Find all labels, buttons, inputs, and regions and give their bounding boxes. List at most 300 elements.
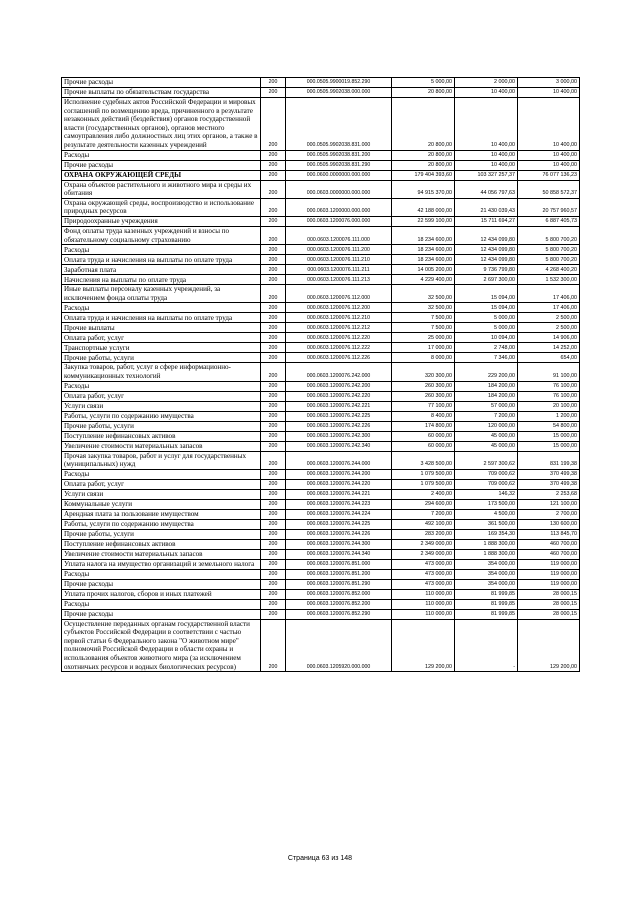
table-row (62, 160, 580, 170)
row-executed-amount: 2 597 300,62 (455, 451, 518, 469)
row-code: 200 (261, 489, 286, 499)
row-unexecuted-amount: 119 000,00 (518, 569, 580, 579)
row-classification-code: 000.0603.1200076.242.226 (286, 421, 392, 431)
row-classification-code: 000.0603.1200076.000.000 (286, 216, 392, 226)
table-row (62, 529, 580, 539)
table-row (62, 569, 580, 579)
row-name: Увеличение стоимости материальных запасов (62, 441, 261, 451)
row-unexecuted-amount: 370 499,38 (518, 469, 580, 479)
row-executed-amount: 21 430 039,43 (455, 198, 518, 216)
budget-table (61, 77, 580, 672)
table-row (62, 519, 580, 529)
row-approved-amount: 2 349 000,00 (392, 549, 455, 559)
row-classification-code: 000.0603.1200076.244.224 (286, 509, 392, 519)
row-approved-amount: 1 079 500,00 (392, 479, 455, 489)
table-row (62, 285, 580, 303)
row-unexecuted-amount: 50 858 572,37 (518, 180, 580, 198)
row-name: Транспортные услуги (62, 343, 261, 353)
row-code: 200 (261, 529, 286, 539)
row-code: 200 (261, 401, 286, 411)
row-executed-amount: 57 000,00 (455, 401, 518, 411)
row-executed-amount: 5 000,00 (455, 323, 518, 333)
table-row (62, 198, 580, 216)
row-name: Услуги связи (62, 489, 261, 499)
row-name: Закупка товаров, работ, услуг в сфере информационно-коммуникационных технологий (62, 363, 261, 381)
row-executed-amount: 15 711 694,27 (455, 216, 518, 226)
row-name: Прочие работы, услуги (62, 353, 261, 363)
row-classification-code: 000.0603.1200076.112.000 (286, 285, 392, 303)
row-executed-amount: 10 400,00 (455, 160, 518, 170)
row-executed-amount: 45 000,00 (455, 441, 518, 451)
table-row (62, 343, 580, 353)
table-row (62, 353, 580, 363)
table-row (62, 170, 580, 180)
row-code: 200 (261, 391, 286, 401)
row-unexecuted-amount: 10 400,00 (518, 98, 580, 151)
row-classification-code: 000.0505.9902038.831.200 (286, 150, 392, 160)
table-row (62, 599, 580, 609)
row-code: 200 (261, 381, 286, 391)
row-code: 200 (261, 265, 286, 275)
row-executed-amount: 7 346,00 (455, 353, 518, 363)
row-unexecuted-amount: 2 700,00 (518, 509, 580, 519)
row-unexecuted-amount: 5 800 700,20 (518, 255, 580, 265)
row-approved-amount: 8 400,00 (392, 411, 455, 421)
row-code: 200 (261, 78, 286, 88)
table-row (62, 469, 580, 479)
row-executed-amount: 15 094,00 (455, 303, 518, 313)
row-approved-amount: 3 428 500,00 (392, 451, 455, 469)
row-unexecuted-amount: 119 000,00 (518, 579, 580, 589)
row-name: Оплата труда и начисления на выплаты по оплате труда (62, 313, 261, 323)
row-approved-amount: 14 005 200,00 (392, 265, 455, 275)
row-approved-amount: 60 000,00 (392, 431, 455, 441)
row-name: Увеличение стоимости материальных запасов (62, 549, 261, 559)
row-executed-amount: 354 000,00 (455, 559, 518, 569)
row-classification-code: 000.0603.1200076.112.226 (286, 353, 392, 363)
row-classification-code: 000.0603.1200076.111.200 (286, 245, 392, 255)
row-unexecuted-amount: 20 100,00 (518, 401, 580, 411)
row-executed-amount: 184 200,00 (455, 391, 518, 401)
table-row (62, 499, 580, 509)
row-classification-code: 000.0603.1200076.852.200 (286, 599, 392, 609)
row-unexecuted-amount: 460 700,00 (518, 539, 580, 549)
row-code: 200 (261, 421, 286, 431)
table-row (62, 539, 580, 549)
row-classification-code: 000.0603.1200076.111.210 (286, 255, 392, 265)
row-name: Расходы (62, 381, 261, 391)
row-approved-amount: 60 000,00 (392, 441, 455, 451)
row-approved-amount: 94 915 370,00 (392, 180, 455, 198)
row-classification-code: 000.0603.0000000.000.000 (286, 180, 392, 198)
row-approved-amount: 320 300,00 (392, 363, 455, 381)
row-unexecuted-amount: 76 077 136,23 (518, 170, 580, 180)
table-row (62, 216, 580, 226)
row-classification-code: 000.0603.1200076.242.221 (286, 401, 392, 411)
row-executed-amount: 10 400,00 (455, 88, 518, 98)
row-approved-amount: 110 000,00 (392, 589, 455, 599)
row-code: 200 (261, 313, 286, 323)
table-row (62, 401, 580, 411)
row-code: 200 (261, 226, 286, 244)
row-unexecuted-amount: 130 600,00 (518, 519, 580, 529)
row-name: Фонд оплаты труда казенных учреждений и взносы по обязательному социальному страхованию (62, 226, 261, 244)
table-row (62, 88, 580, 98)
table-row (62, 78, 580, 88)
row-executed-amount: 709 000,62 (455, 469, 518, 479)
row-classification-code: 000.0603.1200076.242.000 (286, 363, 392, 381)
row-code: 200 (261, 589, 286, 599)
row-approved-amount: 77 100,00 (392, 401, 455, 411)
row-approved-amount: 473 000,00 (392, 559, 455, 569)
row-classification-code: 000.0600.0000000.000.000 (286, 170, 392, 180)
row-unexecuted-amount: 831 199,38 (518, 451, 580, 469)
table-row (62, 489, 580, 499)
row-executed-amount: 146,32 (455, 489, 518, 499)
row-code: 200 (261, 539, 286, 549)
row-code: 200 (261, 285, 286, 303)
row-code: 200 (261, 353, 286, 363)
row-code: 200 (261, 559, 286, 569)
row-approved-amount: 179 404 393,60 (392, 170, 455, 180)
row-name: Расходы (62, 245, 261, 255)
table-row (62, 180, 580, 198)
row-approved-amount: 20 800,00 (392, 150, 455, 160)
row-executed-amount: 2 748,00 (455, 343, 518, 353)
row-approved-amount: 7 200,00 (392, 509, 455, 519)
row-name: Уплата прочих налогов, сборов и иных платежей (62, 589, 261, 599)
row-executed-amount: 81 999,85 (455, 599, 518, 609)
row-name: Прочие расходы (62, 160, 261, 170)
row-approved-amount: 2 349 000,00 (392, 539, 455, 549)
row-name: Расходы (62, 599, 261, 609)
row-code: 200 (261, 451, 286, 469)
row-classification-code: 000.0603.1200076.242.225 (286, 411, 392, 421)
table-row (62, 559, 580, 569)
row-classification-code: 000.0603.1200076.851.200 (286, 569, 392, 579)
row-code: 200 (261, 599, 286, 609)
row-unexecuted-amount: 370 499,38 (518, 479, 580, 489)
row-approved-amount: 1 079 500,00 (392, 469, 455, 479)
row-classification-code: 000.0603.1200076.244.000 (286, 451, 392, 469)
row-unexecuted-amount: 1 532 300,00 (518, 275, 580, 285)
row-approved-amount: 473 000,00 (392, 569, 455, 579)
row-unexecuted-amount: 28 000,15 (518, 589, 580, 599)
row-classification-code: 000.0603.1200076.242.220 (286, 391, 392, 401)
table-row (62, 619, 580, 672)
row-unexecuted-amount: 460 700,00 (518, 549, 580, 559)
row-classification-code: 000.0603.1200000.000.000 (286, 198, 392, 216)
row-name: Расходы (62, 469, 261, 479)
row-executed-amount: 2 000,00 (455, 78, 518, 88)
row-unexecuted-amount: 10 400,00 (518, 160, 580, 170)
row-executed-amount: 2 697 300,00 (455, 275, 518, 285)
row-executed-amount: 81 999,85 (455, 609, 518, 619)
row-code: 200 (261, 323, 286, 333)
row-approved-amount: 7 500,00 (392, 313, 455, 323)
row-classification-code: 000.0603.1200076.244.200 (286, 469, 392, 479)
row-executed-amount: 12 434 099,80 (455, 226, 518, 244)
row-executed-amount: 5 000,00 (455, 313, 518, 323)
row-code: 200 (261, 333, 286, 343)
row-name: Поступление нефинансовых активов (62, 431, 261, 441)
row-executed-amount: 7 200,00 (455, 411, 518, 421)
row-approved-amount: 110 000,00 (392, 599, 455, 609)
row-name: Поступление нефинансовых активов (62, 539, 261, 549)
table-row (62, 411, 580, 421)
row-approved-amount: 20 800,00 (392, 160, 455, 170)
row-code: 200 (261, 441, 286, 451)
row-code: 200 (261, 245, 286, 255)
row-name: Прочие работы, услуги (62, 529, 261, 539)
row-approved-amount: 25 000,00 (392, 333, 455, 343)
row-executed-amount: 229 200,00 (455, 363, 518, 381)
row-unexecuted-amount: 113 845,70 (518, 529, 580, 539)
row-approved-amount: 2 400,00 (392, 489, 455, 499)
row-code: 200 (261, 499, 286, 509)
row-name: Оплата работ, услуг (62, 479, 261, 489)
row-name: ОХРАНА ОКРУЖАЮЩЕЙ СРЕДЫ (62, 170, 261, 180)
row-unexecuted-amount: 28 000,15 (518, 609, 580, 619)
row-unexecuted-amount: 2 253,68 (518, 489, 580, 499)
table-row (62, 275, 580, 285)
row-unexecuted-amount: 121 100,00 (518, 499, 580, 509)
row-approved-amount: 4 229 400,00 (392, 275, 455, 285)
row-approved-amount: 22 599 100,00 (392, 216, 455, 226)
row-classification-code: 000.0603.1200076.244.300 (286, 539, 392, 549)
row-name: Охрана окружающей среды, воспроизводство и использование природных ресурсов (62, 198, 261, 216)
row-approved-amount: 260 300,00 (392, 391, 455, 401)
row-name: Осуществление переданных органам государственной власти субъектов Российской Федерации в соответствии с частью первой статьи 6 Федерального закона "О животном мире" полномочий Российской Федерации в области охраны и использования объектов животного мира (за исключением охотничьих ресурсов и водных биологических ресурсов) (62, 619, 261, 672)
row-name: Прочие расходы (62, 78, 261, 88)
row-name: Начисления на выплаты по оплате труда (62, 275, 261, 285)
row-classification-code: 000.0603.1200076.244.223 (286, 499, 392, 509)
row-name: Арендная плата за пользование имуществом (62, 509, 261, 519)
table-row (62, 98, 580, 151)
row-unexecuted-amount: 20 757 960,57 (518, 198, 580, 216)
table-row (62, 589, 580, 599)
row-classification-code: 000.0603.1200076.852.290 (286, 609, 392, 619)
row-code: 200 (261, 579, 286, 589)
row-executed-amount: 45 000,00 (455, 431, 518, 441)
row-code: 200 (261, 98, 286, 151)
row-executed-amount: 361 500,00 (455, 519, 518, 529)
row-classification-code: 000.0603.1205920.000.000 (286, 619, 392, 672)
row-code: 200 (261, 160, 286, 170)
row-classification-code: 000.0603.1200076.111.213 (286, 275, 392, 285)
table-row (62, 441, 580, 451)
row-unexecuted-amount: 14 252,00 (518, 343, 580, 353)
row-code: 200 (261, 519, 286, 529)
row-classification-code: 000.0603.1200076.111.211 (286, 265, 392, 275)
row-name: Оплата работ, услуг (62, 391, 261, 401)
row-code: 200 (261, 198, 286, 216)
row-classification-code: 000.0603.1200076.112.200 (286, 303, 392, 313)
row-approved-amount: 17 000,00 (392, 343, 455, 353)
row-unexecuted-amount: 2 500,00 (518, 313, 580, 323)
table-row (62, 265, 580, 275)
row-executed-amount: 1 888 300,00 (455, 549, 518, 559)
row-name: Прочие выплаты (62, 323, 261, 333)
row-classification-code: 000.0603.1200076.112.222 (286, 343, 392, 353)
table-row (62, 609, 580, 619)
row-name: Исполнение судебных актов Российской Федерации и мировых соглашений по возмещению вреда, причиненного в результате незаконных действий (бездействия) органов государственной власти (государственных органов), органов местного самоуправления либо должностных лиц этих органов, а также в результате деятельности казенных учреждений (62, 98, 261, 151)
table-row (62, 479, 580, 489)
row-executed-amount: 10 400,00 (455, 98, 518, 151)
row-unexecuted-amount: 654,00 (518, 353, 580, 363)
row-classification-code: 000.0603.1200076.244.220 (286, 479, 392, 489)
table-row (62, 303, 580, 313)
row-approved-amount: 5 000,00 (392, 78, 455, 88)
row-name: Прочие расходы (62, 609, 261, 619)
row-unexecuted-amount: 5 800 700,20 (518, 226, 580, 244)
row-approved-amount: 32 500,00 (392, 303, 455, 313)
row-name: Оплата работ, услуг (62, 333, 261, 343)
row-code: 200 (261, 150, 286, 160)
row-unexecuted-amount: 76 100,00 (518, 381, 580, 391)
row-name: Работы, услуги по содержанию имущества (62, 411, 261, 421)
row-classification-code: 000.0603.1200076.242.200 (286, 381, 392, 391)
row-approved-amount: 18 234 600,00 (392, 255, 455, 265)
row-code: 200 (261, 411, 286, 421)
row-code: 200 (261, 216, 286, 226)
row-code: 200 (261, 88, 286, 98)
row-approved-amount: 110 000,00 (392, 609, 455, 619)
row-executed-amount: 354 000,00 (455, 569, 518, 579)
row-classification-code: 000.0603.1200076.852.000 (286, 589, 392, 599)
row-code: 200 (261, 343, 286, 353)
row-name: Прочие выплаты по обязательствам государства (62, 88, 261, 98)
row-executed-amount: 9 736 799,80 (455, 265, 518, 275)
row-unexecuted-amount: 17 406,00 (518, 303, 580, 313)
row-executed-amount: 15 094,00 (455, 285, 518, 303)
row-executed-amount: 44 056 797,63 (455, 180, 518, 198)
row-unexecuted-amount: 28 000,15 (518, 599, 580, 609)
row-name: Работы, услуги по содержанию имущества (62, 519, 261, 529)
table-row (62, 421, 580, 431)
row-executed-amount: 103 327 257,37 (455, 170, 518, 180)
row-unexecuted-amount: 15 000,00 (518, 431, 580, 441)
row-code: 200 (261, 469, 286, 479)
table-row (62, 579, 580, 589)
row-code: 200 (261, 479, 286, 489)
table-row (62, 245, 580, 255)
row-classification-code: 000.0505.9902038.000.000 (286, 88, 392, 98)
row-approved-amount: 20 800,00 (392, 88, 455, 98)
row-approved-amount: 129 200,00 (392, 619, 455, 672)
table-row (62, 226, 580, 244)
row-classification-code: 000.0603.1200076.244.226 (286, 529, 392, 539)
row-executed-amount: 10 094,00 (455, 333, 518, 343)
row-name: Прочая закупка товаров, работ и услуг для государственных (муниципальных) нужд (62, 451, 261, 469)
row-unexecuted-amount: 129 200,00 (518, 619, 580, 672)
row-unexecuted-amount: 5 800 700,20 (518, 245, 580, 255)
row-name: Заработная плата (62, 265, 261, 275)
row-code: 200 (261, 275, 286, 285)
row-name: Коммунальные услуги (62, 499, 261, 509)
row-unexecuted-amount: 54 800,00 (518, 421, 580, 431)
row-executed-amount: 709 000,62 (455, 479, 518, 489)
table-row (62, 313, 580, 323)
row-unexecuted-amount: 119 000,00 (518, 559, 580, 569)
row-unexecuted-amount: 1 200,00 (518, 411, 580, 421)
table-row (62, 381, 580, 391)
table-row (62, 549, 580, 559)
row-name: Прочие работы, услуги (62, 421, 261, 431)
row-executed-amount: 81 999,85 (455, 589, 518, 599)
row-unexecuted-amount: 76 100,00 (518, 391, 580, 401)
table-row (62, 255, 580, 265)
row-classification-code: 000.0505.9902038.831.290 (286, 160, 392, 170)
row-code: 200 (261, 569, 286, 579)
row-unexecuted-amount: 10 400,00 (518, 88, 580, 98)
row-unexecuted-amount: 91 100,00 (518, 363, 580, 381)
table-row (62, 323, 580, 333)
row-approved-amount: 42 188 000,00 (392, 198, 455, 216)
table-row (62, 451, 580, 469)
row-executed-amount: 184 200,00 (455, 381, 518, 391)
row-code: 200 (261, 549, 286, 559)
row-approved-amount: 20 800,00 (392, 98, 455, 151)
row-classification-code: 000.0603.1200076.112.212 (286, 323, 392, 333)
row-code: 200 (261, 609, 286, 619)
row-classification-code: 000.0505.9902038.831.000 (286, 98, 392, 151)
row-code: 200 (261, 170, 286, 180)
row-classification-code: 000.0603.1200076.111.000 (286, 226, 392, 244)
row-classification-code: 000.0603.1200076.244.225 (286, 519, 392, 529)
row-approved-amount: 7 500,00 (392, 323, 455, 333)
row-name: Уплата налога на имущество организаций и земельного налога (62, 559, 261, 569)
row-classification-code: 000.0505.9900019.852.290 (286, 78, 392, 88)
table-row (62, 509, 580, 519)
row-name: Прочие расходы (62, 579, 261, 589)
budget-table-body (62, 78, 580, 672)
row-unexecuted-amount: 6 887 405,73 (518, 216, 580, 226)
row-approved-amount: 492 100,00 (392, 519, 455, 529)
row-code: 200 (261, 431, 286, 441)
row-code: 200 (261, 509, 286, 519)
row-name: Расходы (62, 303, 261, 313)
row-code: 200 (261, 363, 286, 381)
row-approved-amount: 473 000,00 (392, 579, 455, 589)
row-approved-amount: 283 200,00 (392, 529, 455, 539)
row-unexecuted-amount: 4 268 400,20 (518, 265, 580, 275)
table-row (62, 363, 580, 381)
row-name: Оплата труда и начисления на выплаты по оплате труда (62, 255, 261, 265)
row-approved-amount: 8 000,00 (392, 353, 455, 363)
row-unexecuted-amount: 17 406,00 (518, 285, 580, 303)
row-approved-amount: 174 800,00 (392, 421, 455, 431)
table-row (62, 391, 580, 401)
table-row (62, 150, 580, 160)
row-classification-code: 000.0603.1200076.112.210 (286, 313, 392, 323)
row-classification-code: 000.0603.1200076.242.340 (286, 441, 392, 451)
row-approved-amount: 294 600,00 (392, 499, 455, 509)
row-classification-code: 000.0603.1200076.242.300 (286, 431, 392, 441)
row-approved-amount: 18 234 600,00 (392, 226, 455, 244)
row-name: Охрана объектов растительного и животного мира и среды их обитания (62, 180, 261, 198)
row-executed-amount: 173 500,00 (455, 499, 518, 509)
row-executed-amount: 1 888 300,00 (455, 539, 518, 549)
row-unexecuted-amount: 15 000,00 (518, 441, 580, 451)
row-unexecuted-amount: 14 906,00 (518, 333, 580, 343)
row-executed-amount: 120 000,00 (455, 421, 518, 431)
row-executed-amount: 10 400,00 (455, 150, 518, 160)
row-executed-amount: 12 434 099,80 (455, 245, 518, 255)
row-name: Расходы (62, 569, 261, 579)
table-row (62, 431, 580, 441)
row-approved-amount: 18 234 600,00 (392, 245, 455, 255)
